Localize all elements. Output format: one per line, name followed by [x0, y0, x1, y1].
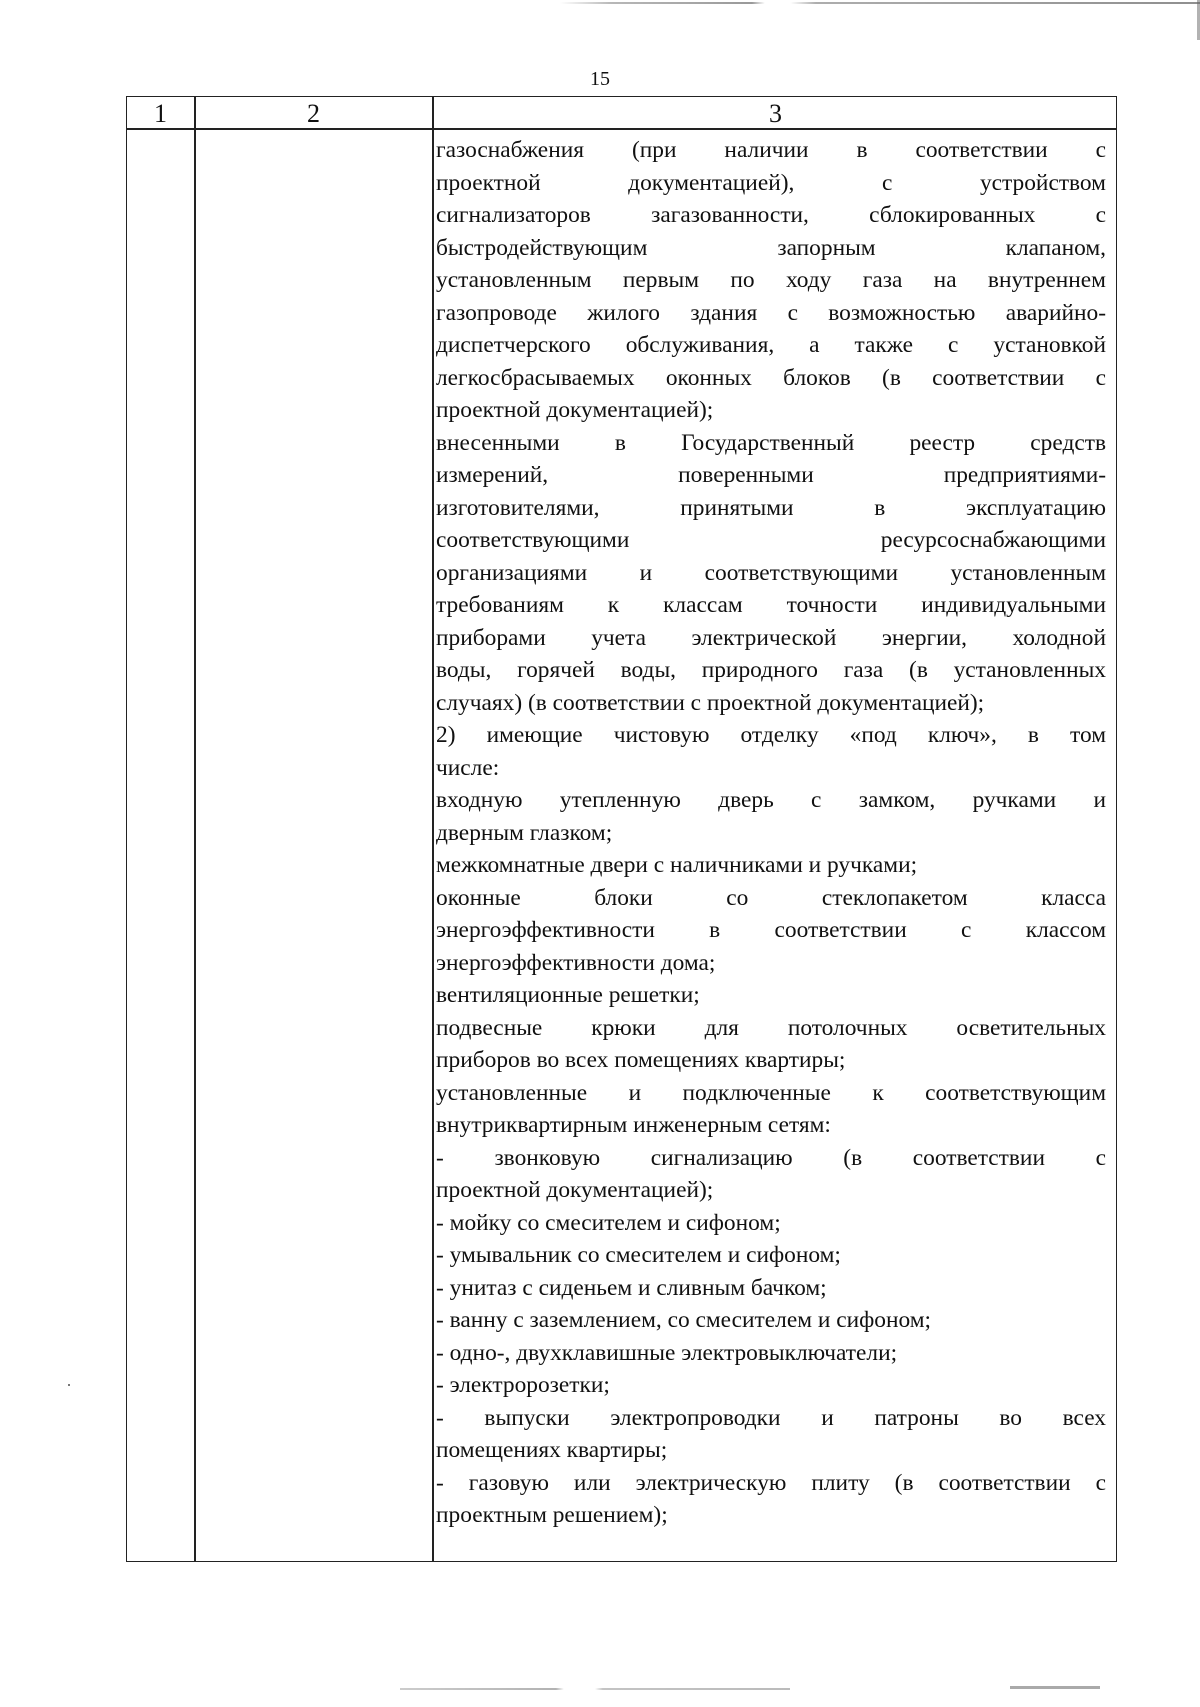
- column-header-2: 2: [307, 99, 320, 128]
- text-line: - унитаз с сиденьем и сливным бачком;: [436, 1274, 827, 1301]
- text-line: вентиляционные решетки;: [436, 982, 700, 1008]
- text-line: - газовую или электрическую плиту (в соответствии с: [436, 1469, 1106, 1496]
- text-line: входную утепленную дверь с замком, ручками и: [436, 787, 1106, 813]
- text-line: оконные блоки со стеклопакетом класса: [436, 884, 1106, 911]
- text-line: быстродействующим запорным клапаном,: [436, 234, 1106, 261]
- text-line: - мойку со смесителем и сифоном;: [436, 1209, 781, 1236]
- text-line: помещениях квартиры;: [436, 1437, 668, 1463]
- text-line: проектной документацией), с устройством: [436, 169, 1106, 196]
- text-line: проектной документацией);: [436, 397, 714, 423]
- text-line: установленным первым по ходу газа на внутреннем: [436, 267, 1106, 293]
- text-line: организациями и соответствующими установленным: [436, 559, 1106, 586]
- text-line: энергоэффективности в соответствии с классом: [436, 917, 1106, 943]
- text-line: внутриквартирным инженерным сетям:: [436, 1112, 831, 1138]
- text-line: требованиям к классам точности индивидуальными: [436, 592, 1106, 618]
- text-line: газоснабжения (при наличии в соответствии с: [436, 137, 1106, 163]
- text-line: - выпуски электропроводки и патроны во всех: [436, 1404, 1106, 1431]
- text-line: изготовителями, принятыми в эксплуатацию: [436, 494, 1106, 521]
- text-line: проектным решением);: [436, 1502, 668, 1528]
- page-number: 15: [590, 68, 610, 90]
- text-line: сигнализаторов загазованности, сблокированных с: [436, 202, 1106, 228]
- text-line: подвесные крюки для потолочных осветительных: [436, 1014, 1106, 1041]
- column-divider: [432, 97, 434, 1561]
- text-line: измерений, поверенными предприятиями-: [436, 462, 1106, 488]
- document-table: [126, 96, 1117, 1562]
- text-line: - умывальник со смесителем и сифоном;: [436, 1242, 841, 1268]
- text-line: - звонковую сигнализацию (в соответствии с: [436, 1144, 1106, 1171]
- text-line: межкомнатные двери с наличниками и ручками;: [436, 852, 918, 878]
- text-line: диспетчерского обслуживания, а также с установкой: [436, 332, 1106, 358]
- text-line: числе:: [436, 754, 500, 781]
- scan-artifact-dot: [68, 1384, 70, 1386]
- scan-artifact-bottom-right: [1010, 1686, 1100, 1689]
- text-line: внесенными в Государственный реестр средств: [436, 429, 1106, 456]
- text-line: дверным глазком;: [436, 819, 613, 846]
- column-header-1: 1: [154, 99, 167, 128]
- column-header-3: 3: [769, 99, 782, 128]
- scan-artifact-bottom: [400, 1688, 790, 1690]
- column-3-content: [436, 134, 1106, 1532]
- text-line: 2) имеющие чистовую отделку «под ключ», в том: [436, 722, 1106, 748]
- text-line: приборов во всех помещениях квартиры;: [436, 1047, 846, 1073]
- text-line: приборами учета электрической энергии, холодной: [436, 624, 1106, 651]
- text-line: - электророзетки;: [436, 1372, 610, 1398]
- text-line: - ванну с заземлением, со смесителем и сифоном;: [436, 1307, 932, 1333]
- scan-artifact-top: [560, 2, 1200, 4]
- text-line: соответствующими ресурсоснабжающими: [436, 527, 1106, 553]
- header-divider: [127, 128, 1116, 130]
- column-divider: [194, 97, 196, 1561]
- text-line: воды, горячей воды, природного газа (в установленных: [436, 657, 1106, 683]
- text-line: проектной документацией);: [436, 1177, 714, 1203]
- text-line: установленные и подключенные к соответствующим: [436, 1079, 1106, 1106]
- text-line: энергоэффективности дома;: [436, 949, 716, 976]
- text-line: - одно-, двухклавишные электровыключатели;: [436, 1339, 898, 1366]
- text-line: легкосбрасываемых оконных блоков (в соответствии с: [436, 364, 1106, 391]
- text-line: случаях) (в соответствии с проектной документацией);: [436, 689, 985, 716]
- text-line: газопроводе жилого здания с возможностью аварийно-: [436, 299, 1106, 326]
